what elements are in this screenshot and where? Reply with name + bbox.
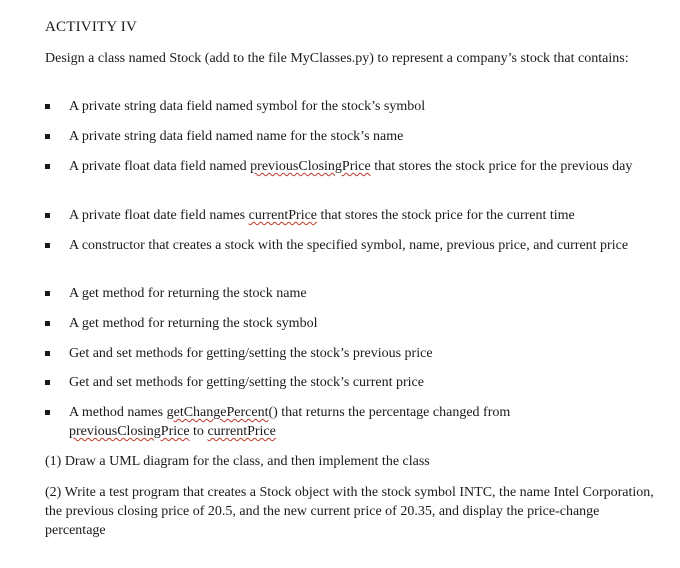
text-segment: that stores the stock price for the current time	[317, 208, 575, 223]
code-identifier: currentPrice	[248, 208, 318, 223]
activity-title: ACTIVITY IV	[45, 19, 138, 35]
list-item-text: A get method for returning the stock symbol	[69, 316, 318, 331]
bullet-marker	[45, 243, 50, 248]
list-item-text: A private string data field named name for the stock’s name	[69, 129, 404, 144]
code-identifier: currentPrice	[207, 424, 276, 439]
text-segment: that stores the stock price for the previous day	[370, 159, 633, 174]
bullet-marker	[45, 213, 50, 218]
code-identifier: getChangePercent	[166, 405, 269, 420]
bullet-marker	[45, 104, 50, 109]
text-segment: A private float data field named	[69, 159, 251, 174]
list-item-text: Get and set methods for getting/setting the stock’s previous price	[69, 346, 433, 361]
bullet-marker	[45, 291, 50, 296]
list-item-text: A constructor that creates a stock with the specified symbol, name, previous price, and current price	[69, 238, 629, 253]
task-2: (2) Write a test program that creates a Stock object with the stock symbol INTC, the name Intel Corporation, the previous closing price of 20.5, and the new current price of 20.35, and display the price-change percentage	[45, 485, 654, 538]
code-identifier: previousClosingPrice	[69, 424, 190, 439]
bullet-marker	[45, 164, 50, 169]
list-item-text: A private string data field named symbol for the stock’s symbol	[69, 99, 426, 114]
text-segment: () that returns the percentage changed from	[268, 405, 511, 420]
text-segment: A method names	[69, 405, 167, 420]
list-item-text: A get method for returning the stock name	[69, 286, 307, 301]
intro-paragraph: Design a class named Stock (add to the file MyClasses.py) to represent a company’s stock that contains:	[45, 51, 629, 66]
bullet-marker	[45, 321, 50, 326]
bullet-marker	[45, 380, 50, 385]
list-item-text: Get and set methods for getting/setting the stock’s current price	[69, 375, 424, 390]
list-item-text	[69, 157, 665, 176]
task-1: (1) Draw a UML diagram for the class, and then implement the class	[45, 454, 430, 469]
bullet-marker	[45, 351, 50, 356]
text-segment: A private float date field names	[69, 208, 249, 223]
code-identifier: previousClosingPrice	[250, 159, 371, 174]
bullet-marker	[45, 134, 50, 139]
list-item-text	[69, 403, 569, 441]
text-segment: to	[189, 424, 208, 439]
bullet-marker	[45, 410, 50, 415]
list-item-text	[69, 206, 665, 225]
